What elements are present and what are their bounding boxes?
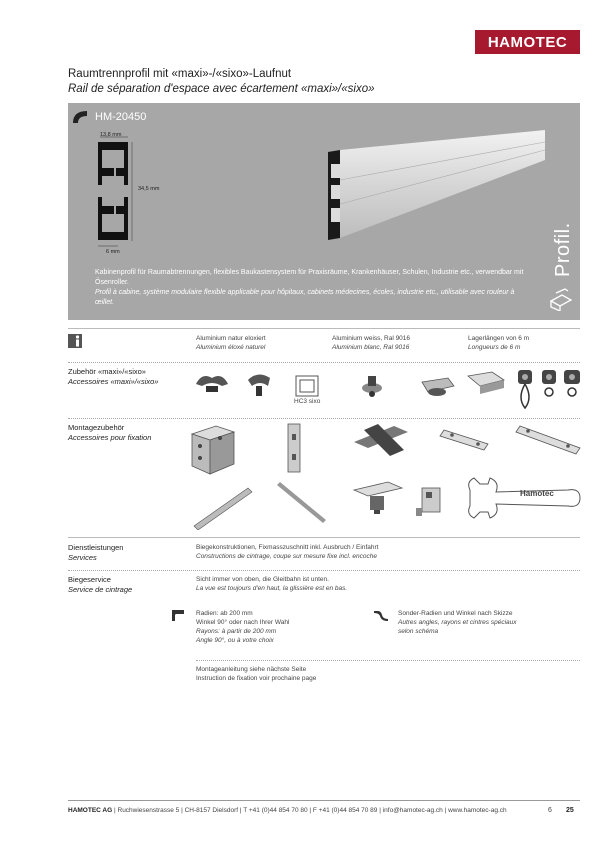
corner-mark-icon: [71, 108, 91, 124]
footer-company: HAMOTEC AG: [68, 807, 113, 814]
mounting-label-fr: Accessoires pour fixation: [68, 433, 152, 442]
bending-standard-1: Radien: ab 200 mm: [196, 610, 253, 617]
accessory-roller-2: [542, 370, 556, 396]
dim-slot: 6 mm: [106, 249, 120, 255]
finish-white: [332, 334, 410, 352]
services-text-fr: Constructions de cintrage, coupe sur mesure fixe incl. encoche: [196, 553, 378, 560]
bending-custom-3: selon schéma: [398, 628, 439, 635]
bending-standard-4: Angle 90°, ou à votre choix: [196, 637, 274, 644]
footer-address: [68, 807, 507, 814]
accessories-images: [192, 364, 582, 414]
divider: [68, 328, 580, 329]
services-label: [68, 543, 123, 563]
mounting-note-de: Montageanleitung siehe nächste Seite: [196, 666, 307, 673]
finish-length-fr: Longueurs de 6 m: [468, 344, 521, 351]
finish-white-fr: Aluminium blanc, Ral 9016: [332, 344, 410, 351]
mounting-block: [192, 426, 234, 474]
bending-custom: [398, 609, 517, 636]
dim-height: 34,5 mm: [138, 186, 160, 192]
divider: [68, 418, 580, 419]
mounting-rod: [277, 482, 326, 523]
divider: [68, 537, 580, 538]
finish-natural-fr: Aluminium éloxé naturel: [196, 344, 266, 351]
bend-radius-icon: [170, 608, 186, 622]
accessory-caption: HC3 sixo: [294, 398, 321, 405]
divider: [68, 570, 580, 571]
wrench-label: Hamotec: [520, 489, 554, 498]
finish-natural-de: Aluminium natur eloxiert: [196, 335, 266, 342]
page-title-fr: Rail de séparation d'espace avec écartement «maxi»/«sixo»: [68, 83, 375, 95]
accessories-label-fr: Accessoires «maxi»/«sixo»: [68, 377, 159, 386]
services-label-de: Dienstleistungen: [68, 543, 124, 552]
section-label: [520, 215, 580, 285]
accessory-roller-3: [564, 370, 580, 396]
info-icon: [68, 334, 82, 348]
section-label-text: Profil.: [552, 222, 574, 277]
accessory-hc3: [296, 376, 318, 396]
finish-white-de: Aluminium weiss, Ral 9016: [332, 335, 411, 342]
services-text-de: Biegekonstruktionen, Fixmasszuschnitt inkl. Ausbruch / Einfahrt: [196, 544, 379, 551]
mounting-ceiling-mount: [354, 482, 402, 514]
mounting-note: [196, 665, 316, 683]
accessory-joiner: [468, 372, 504, 394]
mounting-cross-connector: [354, 424, 408, 456]
mounting-label: [68, 423, 151, 443]
accessories-label-de: Zubehör «maxi»/«sixo»: [68, 367, 146, 376]
description-fr: Profil à cabine, système modulaire flexible applicable pour hôpitaux, cabinets médecines, écoles, industrie etc., utilisable avec rouleur à œillet.: [95, 289, 515, 306]
mounting-plate-vertical: [288, 424, 300, 472]
wrench-icon: [469, 478, 580, 518]
accessories-label: [68, 367, 158, 387]
profile-cross-section: [88, 128, 178, 258]
page-number: 25: [566, 807, 574, 814]
services-label-fr: Services: [68, 553, 97, 562]
footer-contact: | Ruchwiesenstrasse 5 | CH-8157 Dielsdorf | T +41 (0)44 854 70 80 | F +41 (0)44 854 70 89 | info@hamotec-ag.ch | www.hamotec-ag.ch: [114, 807, 507, 814]
mounting-rail: [194, 488, 252, 530]
accessory-roller-1: [518, 370, 532, 408]
accessory-clip-1: [196, 376, 228, 392]
finish-natural: [196, 334, 266, 352]
profile-3d-image: [300, 130, 550, 240]
mounting-label-de: Montagezubehör: [68, 423, 125, 432]
bending-standard: [196, 609, 289, 645]
profile-section-icon: [548, 287, 574, 311]
page-title-de: Raumtrennprofil mit «maxi»-/«sixo»-Laufnut: [68, 68, 292, 80]
footer-divider: [68, 800, 580, 801]
bending-label-fr: Service de cintrage: [68, 585, 133, 594]
mounting-bracket-2: [516, 426, 580, 454]
bending-text: [196, 575, 347, 593]
chapter-number: 6: [548, 807, 552, 814]
accessory-clip-2: [248, 374, 270, 396]
brand-logo: HAMOTEC: [475, 30, 580, 54]
product-description: [95, 268, 535, 308]
mounting-note-fr: Instruction de fixation voir prochaine page: [196, 675, 317, 682]
product-code: HM-20450: [95, 111, 147, 123]
services-text: [196, 543, 378, 561]
bending-standard-3: Rayons: à partir de 200 mm: [196, 628, 277, 635]
bending-text-fr: La vue est toujours d'en haut, la glissière est en bas.: [196, 585, 348, 592]
bend-custom-icon: [373, 608, 389, 622]
bending-label-de: Biegeservice: [68, 575, 111, 584]
divider: [68, 362, 580, 363]
mounting-bracket-1: [440, 430, 488, 450]
dim-width: 13,8 mm: [100, 132, 122, 138]
bending-label: [68, 575, 132, 595]
divider: [196, 660, 580, 661]
bending-text-de: Sicht immer von oben, die Gleitbahn ist unten.: [196, 576, 329, 583]
accessory-stopper: [362, 376, 382, 397]
accessory-endcap: [422, 378, 454, 396]
mounting-box: [416, 488, 440, 516]
finish-length: [468, 334, 529, 352]
bending-custom-2: Autres angles, rayons et cintres spéciaux: [398, 619, 517, 626]
bending-custom-1: Sonder-Radien und Winkel nach Skizze: [398, 610, 513, 617]
mounting-images: [188, 420, 583, 530]
finish-length-de: Lagerlängen von 6 m: [468, 335, 530, 342]
bending-standard-2: Winkel 90° oder nach Ihrer Wahl: [196, 619, 290, 626]
description-de: Kabinenprofil für Raumabtrennungen, flexibles Baukastensystem für Praxisräume, Krankenhäuser, Schulen, Industrie etc., verwendbar mit Ösenroller.: [95, 269, 524, 286]
